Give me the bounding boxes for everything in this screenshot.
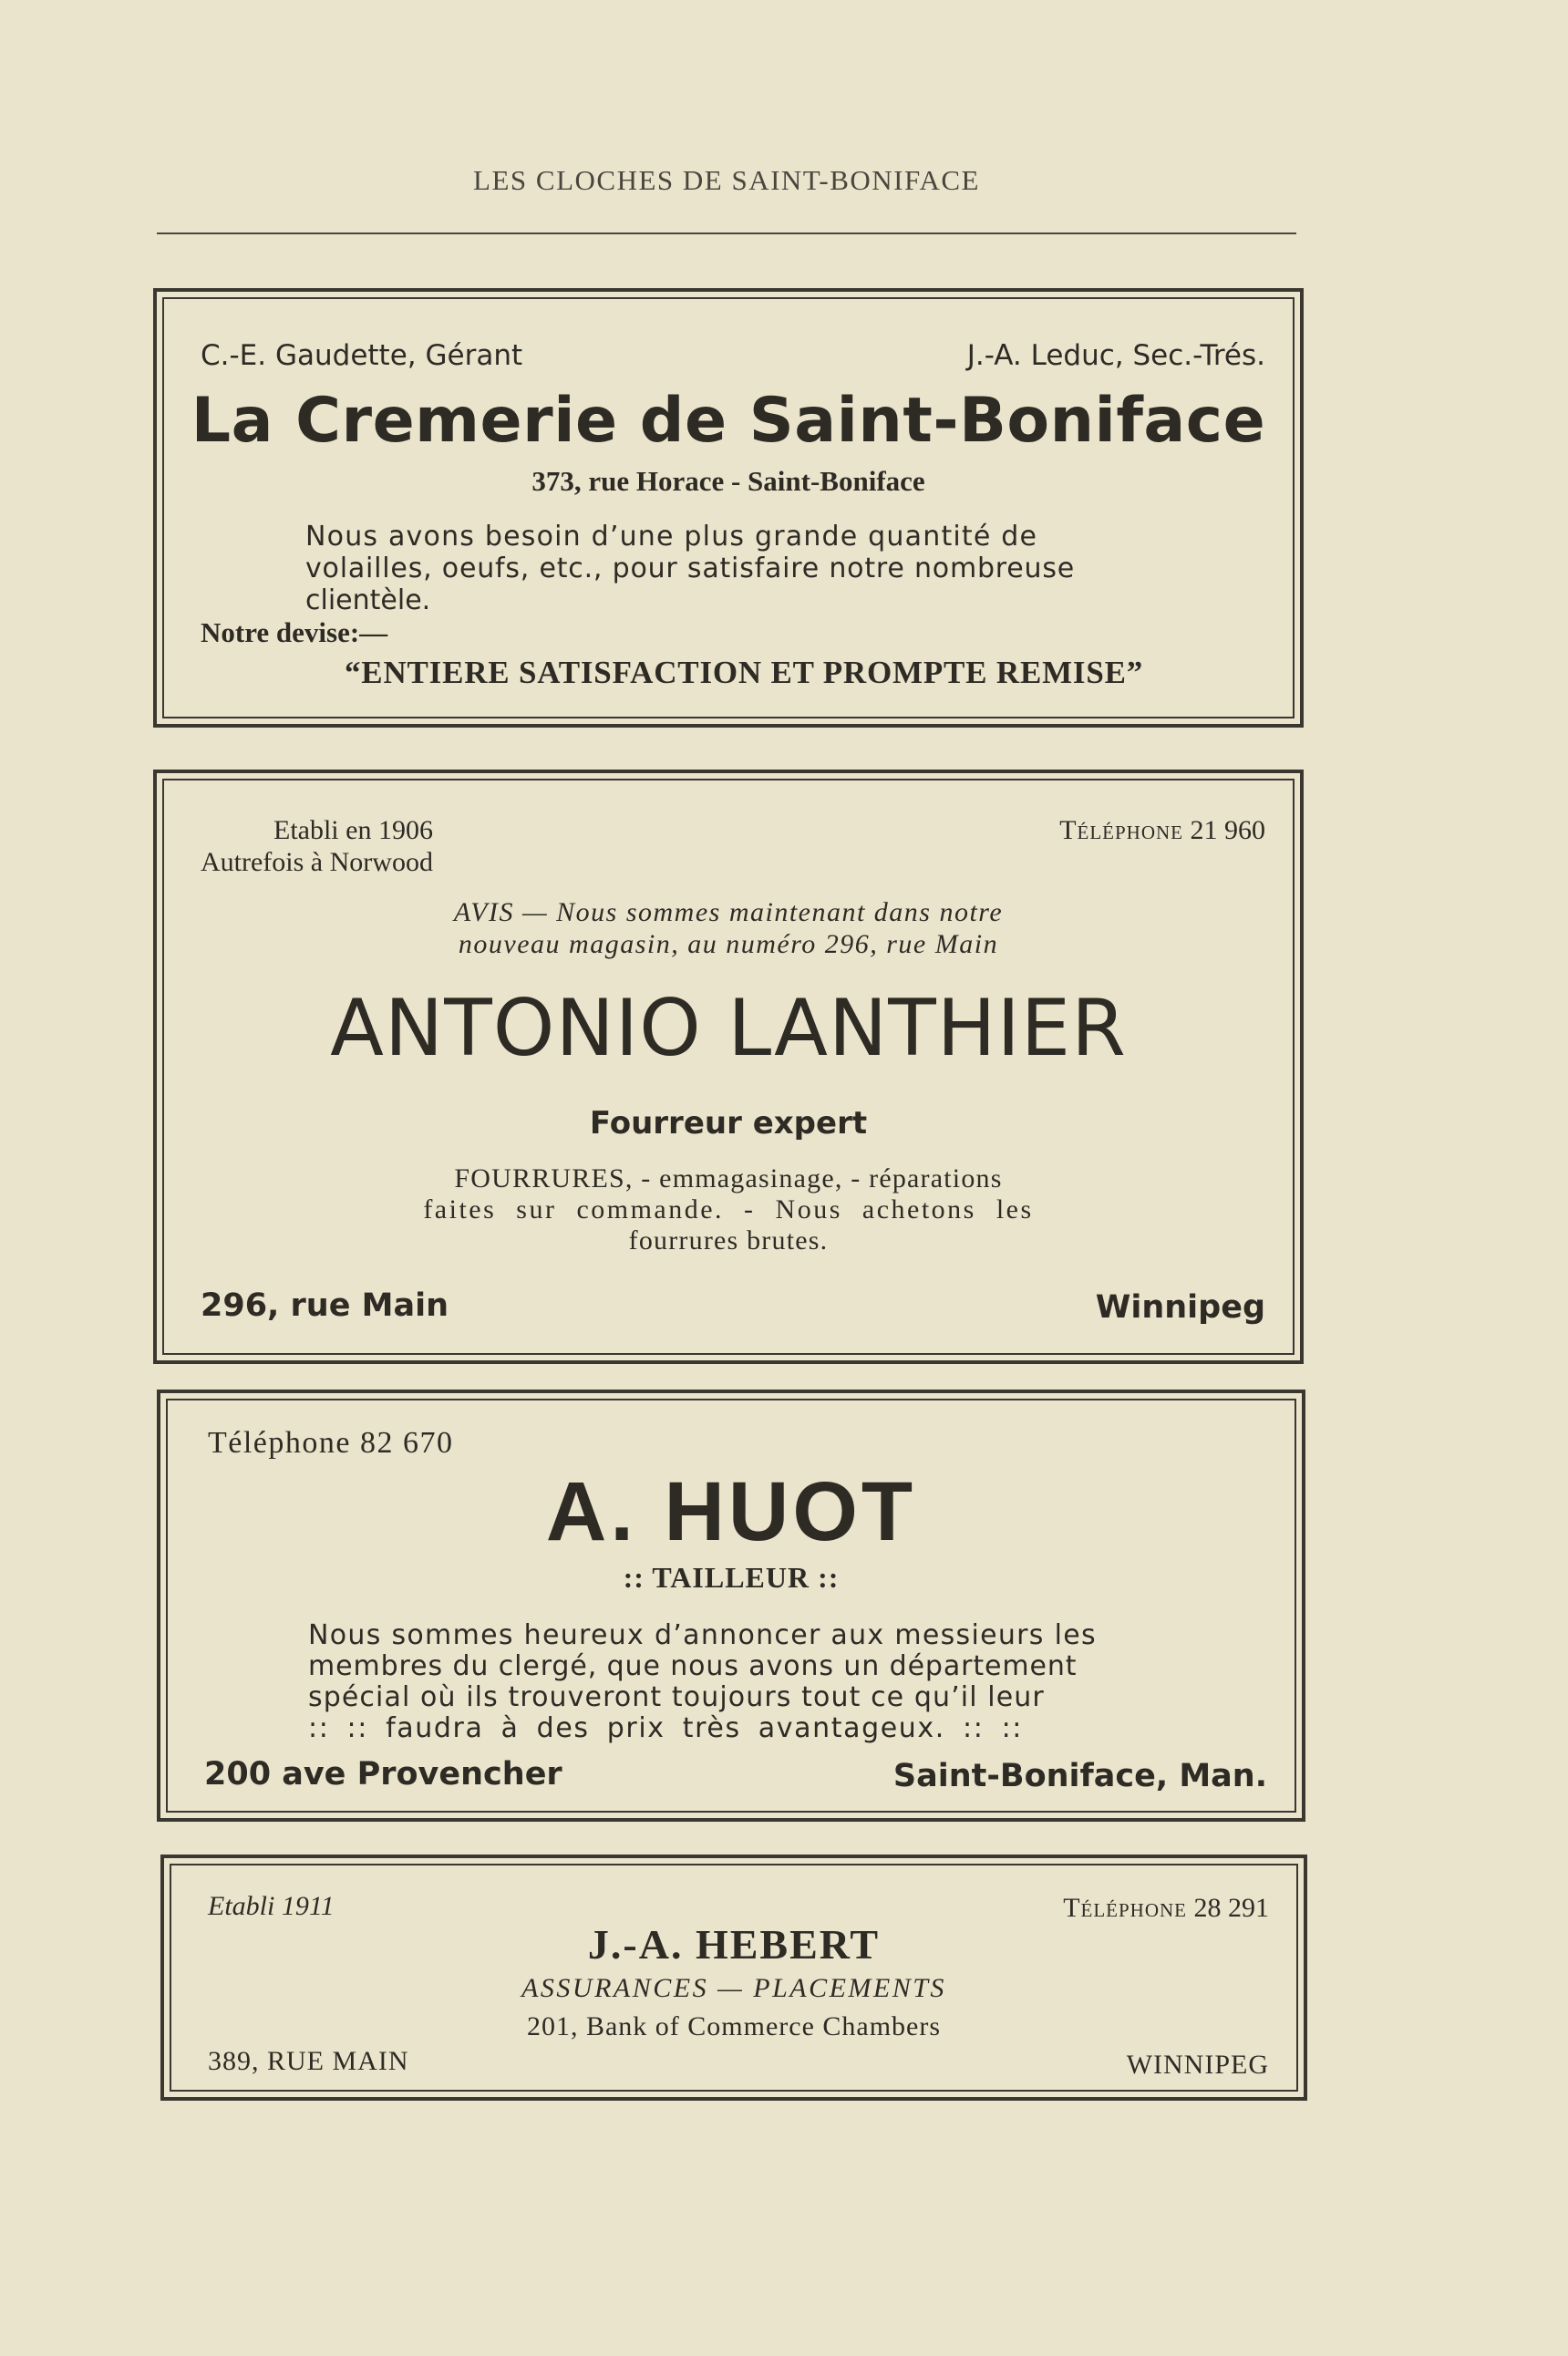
business-name: J.-A. HEBERT [587,1921,881,1968]
ad-lanthier [153,770,1304,1364]
services: ASSURANCES — PLACEMENTS [521,1973,946,2003]
telephone-number: 28 291 [1193,1893,1269,1923]
motto-label: Notre devise:— [201,616,388,648]
city: Winnipeg [1095,1289,1265,1326]
running-head: LES CLOCHES DE SAINT-BONIFACE [473,164,980,196]
ad-huot-frame [166,1399,1296,1813]
ad-lanthier-frame [162,779,1295,1355]
address: 296, rue Main [201,1287,449,1324]
business-address: 373, rue Horace - Saint-Boniface [531,465,925,497]
body-line-1: Nous sommes heureux d’annoncer aux messieurs les [308,1619,1097,1651]
business-name: A. HUOT [545,1465,917,1558]
telephone: Téléphone 82 670 [208,1426,454,1460]
established-label: Etabli 1911 [208,1891,335,1921]
ad-hebert [160,1855,1307,2101]
telephone [1063,1893,1269,1924]
body-line-1: Nous avons besoin d’une plus grande quantité de [305,521,1038,553]
body-line-3: spécial où ils trouveront toujours tout ce qu’il leur [308,1681,1045,1713]
manager-name: C.-E. Gaudette, Gérant [201,339,523,372]
established-date: Etabli en 1906 [273,815,433,845]
office: 201, Bank of Commerce Chambers [526,2011,942,2041]
body-line-3: clientèle. [305,584,431,616]
established [208,1891,335,1922]
header-rule [157,232,1296,234]
trade: Fourreur expert [589,1105,868,1142]
ad-hebert-frame [170,1864,1298,2092]
address: 200 ave Provencher [204,1756,562,1793]
body-line-2: membres du clergé, que nous avons un département [308,1650,1078,1682]
business-name: ANTONIO LANTHIER [330,983,1127,1074]
notice-line-2: nouveau magasin, au numéro 296, rue Main [458,929,999,959]
body-line-2: faites sur commande. - Nous achetons les [423,1194,1034,1224]
former-location: Autrefois à Norwood [201,847,433,877]
business-name: La Cremerie de Saint-Boniface [191,385,1266,457]
motto: “ENTIERE SATISFACTION ET PROMPTE REMISE” [345,655,1144,690]
telephone-label: Téléphone [1063,1893,1187,1923]
trade: :: TAILLEUR :: [623,1561,840,1594]
body-line-1: FOURRURES, - emmagasinage, - réparations [454,1163,1003,1194]
body-line-3: fourrures brutes. [628,1225,829,1256]
body-line-2: volailles, oeufs, etc., pour satisfaire notre nombreuse [305,553,1076,584]
ad-cremerie [153,288,1304,728]
notice-line-1: AVIS — Nous sommes maintenant dans notre [453,897,1004,927]
secretary-name: J.-A. Leduc, Sec.-Trés. [966,339,1265,372]
address: 389, RUE MAIN [208,2046,409,2076]
telephone [1059,815,1265,846]
city: Saint-Boniface, Man. [892,1758,1267,1794]
city: WINNIPEG [1126,2050,1269,2080]
body-line-4: :: :: faudra à des prix très avantageux. :: :: [308,1712,1023,1744]
ad-cremerie-frame [162,297,1295,718]
ad-huot [157,1390,1305,1822]
telephone-number: 21 960 [1190,815,1265,845]
telephone-label: Téléphone [1059,815,1183,845]
